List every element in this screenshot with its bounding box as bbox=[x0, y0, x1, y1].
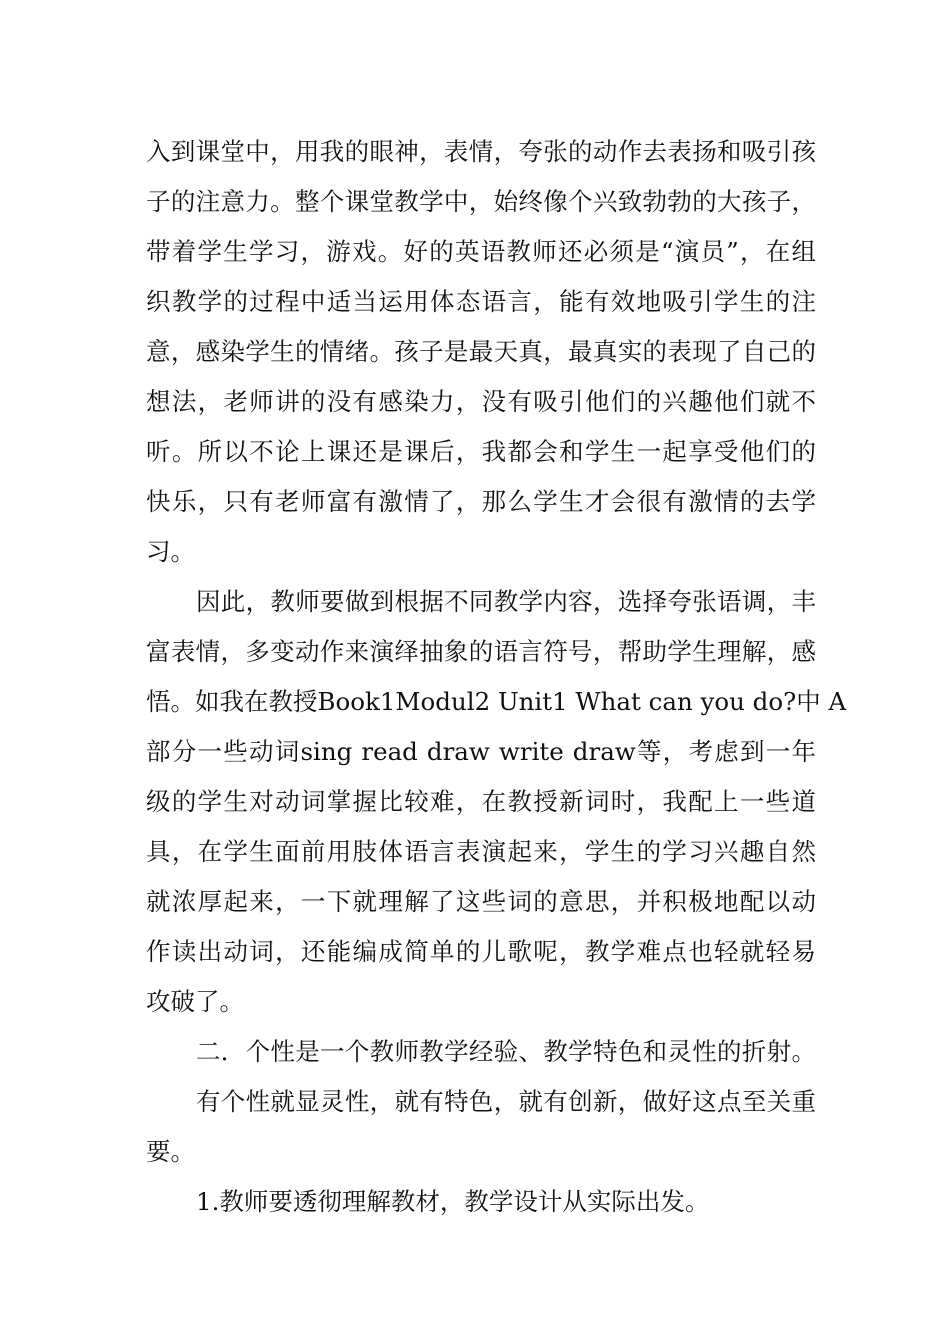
paragraph-first-line: 因此，教师要做到根据不同教学内容，选择夸张语调，丰 bbox=[196, 587, 816, 616]
text-line: 级的学生对动词掌握比较难，在教授新词时，我配上一些道 bbox=[146, 787, 816, 816]
text-line: 意，感染学生的情绪。孩子是最天真，最真实的表现了自己的 bbox=[146, 337, 816, 366]
text-line: 要。 bbox=[146, 1137, 195, 1166]
text-line: 入到课堂中，用我的眼神，表情，夸张的动作去表扬和吸引孩 bbox=[146, 137, 816, 166]
text-line: 子的注意力。整个课堂教学中，始终像个兴致勃勃的大孩子， bbox=[146, 187, 816, 216]
text-line: 悟。如我在教授Book1Modul2 Unit1 What can you do?中 A bbox=[146, 687, 847, 716]
text-line: 富表情，多变动作来演绎抽象的语言符号，帮助学生理解，感 bbox=[146, 637, 816, 666]
text-line: 织教学的过程中适当运用体态语言，能有效地吸引学生的注 bbox=[146, 287, 816, 316]
text-line: 快乐，只有老师富有激情了，那么学生才会很有激情的去学 bbox=[146, 487, 816, 516]
text-line: 习。 bbox=[146, 537, 195, 566]
text-line: 想法，老师讲的没有感染力，没有吸引他们的兴趣他们就不 bbox=[146, 387, 816, 416]
text-line: 听。所以不论上课还是课后，我都会和学生一起享受他们的 bbox=[146, 437, 816, 466]
text-line: 就浓厚起来，一下就理解了这些词的意思，并积极地配以动 bbox=[146, 887, 816, 916]
section-heading: 二．个性是一个教师教学经验、教学特色和灵性的折射。 bbox=[196, 1037, 816, 1066]
paragraph-first-line: 有个性就显灵性，就有特色，就有创新，做好这点至关重 bbox=[196, 1087, 816, 1116]
text-line: 带着学生学习，游戏。好的英语教师还必须是“演员”，在组 bbox=[146, 237, 816, 266]
text-line: 作读出动词，还能编成简单的儿歌呢，教学难点也轻就轻易 bbox=[146, 937, 816, 966]
text-line: 部分一些动词sing read draw write draw等，考虑到一年 bbox=[146, 737, 816, 766]
subsection-heading: 1.教师要透彻理解教材，教学设计从实际出发。 bbox=[196, 1187, 710, 1216]
text-line: 具，在学生面前用肢体语言表演起来，学生的学习兴趣自然 bbox=[146, 837, 816, 866]
text-line: 攻破了。 bbox=[146, 987, 244, 1016]
